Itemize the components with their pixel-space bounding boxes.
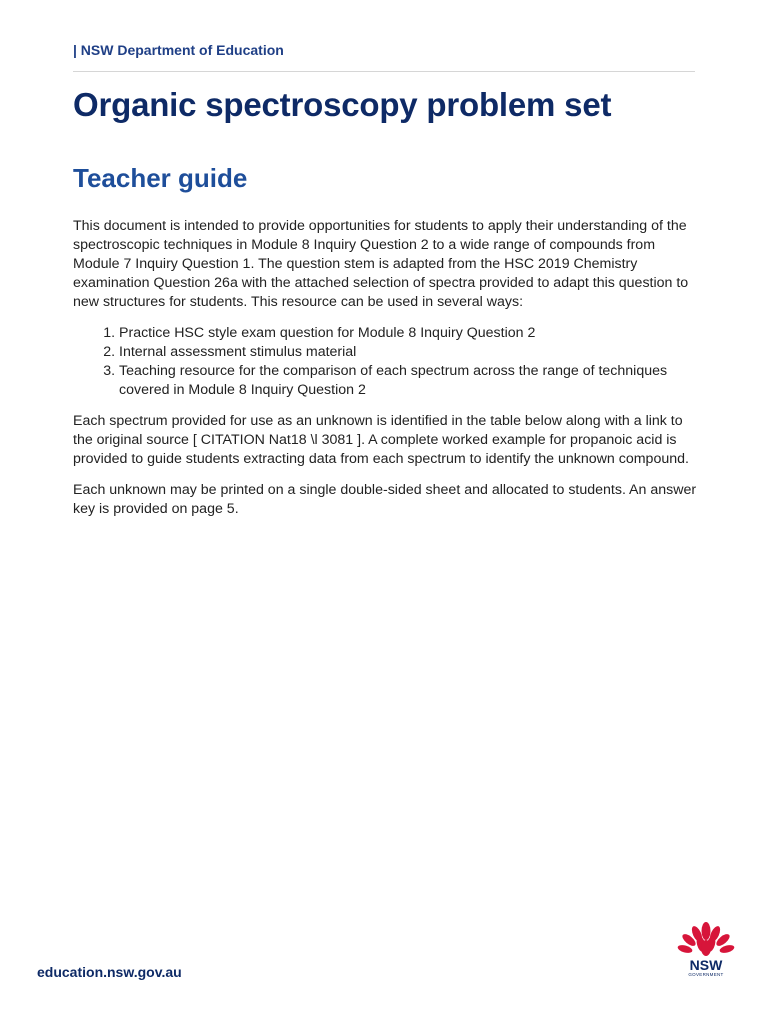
- document-body: [73, 217, 698, 531]
- waratah-icon: [677, 920, 735, 960]
- printing-paragraph: Each unknown may be printed on a single double-sided sheet and allocated to students. An answer key is provided on page 5.: [73, 482, 697, 517]
- nsw-government-logo: [677, 920, 735, 982]
- uses-list: [73, 324, 698, 400]
- intro-paragraph: This document is intended to provide opportunities for students to apply their understanding of the spectroscopic techniques in Module 8 Inquiry Question 2 to a wide range of compounds from Module 7 Inquiry Question 1. The question stem is adapted from the HSC 2019 Chemistry examination Question 26a with the attached selection of spectra provided to adapt this question to new structures for students. This resource can be used in several ways:: [73, 218, 689, 310]
- list-item: 3. Teaching resource for the comparison of each spectrum across the range of techniques covered in Module 8 Inquiry Question 2: [119, 362, 698, 400]
- list-item: 2. Internal assessment stimulus material: [119, 343, 698, 362]
- header-divider: [73, 71, 695, 72]
- document-title: Organic spectroscopy problem set: [73, 86, 612, 123]
- sources-paragraph: Each spectrum provided for use as an unknown is identified in the table below along with a link to the original source [ CITATION Nat18 \l 3081 ]. A complete worked example for propanoic acid is provided to guide students extracting data from each spectrum to identify the unknown compound.: [73, 413, 689, 467]
- logo-subtext: GOVERNMENT: [688, 972, 724, 977]
- footer-url: education.nsw.gov.au: [37, 964, 182, 980]
- department-header: | NSW Department of Education: [73, 42, 284, 58]
- list-item: 1. Practice HSC style exam question for Module 8 Inquiry Question 2: [119, 324, 698, 343]
- section-heading: Teacher guide: [73, 163, 248, 193]
- logo-wordmark: NSW: [689, 957, 723, 973]
